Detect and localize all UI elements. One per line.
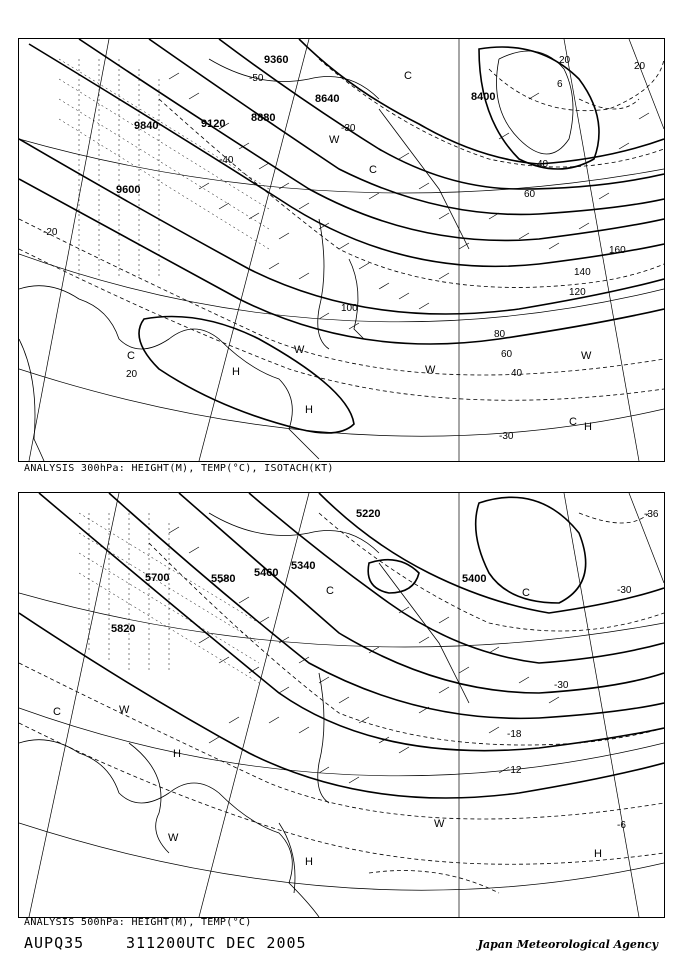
- temp-label: -6: [617, 820, 626, 831]
- center-marker: W: [425, 364, 436, 376]
- map-500hpa-canvas: [19, 493, 664, 917]
- pressure-centers: [127, 70, 592, 433]
- center-marker: C: [127, 350, 135, 362]
- height-labels: [111, 508, 486, 635]
- chart-code: AUPQ35: [24, 934, 85, 952]
- map-300hpa-canvas: [19, 39, 664, 461]
- isotach-label: 20: [559, 55, 571, 66]
- center-marker: C: [522, 587, 530, 599]
- center-marker: W: [294, 344, 305, 356]
- height-label: 9840: [134, 120, 159, 132]
- height-label: 9600: [116, 184, 141, 196]
- center-marker: H: [584, 421, 592, 433]
- height-label: 8640: [315, 93, 340, 105]
- center-marker: H: [305, 856, 313, 868]
- height-label: 5400: [462, 573, 487, 585]
- isotach-label: 160: [609, 245, 626, 256]
- map-500hpa: [18, 492, 665, 918]
- height-label: 9360: [264, 54, 289, 66]
- height-closed-low: [479, 47, 599, 169]
- height-label: 5820: [111, 623, 136, 635]
- isotach-contours: [19, 59, 664, 400]
- valid-time: 311200UTC DEC 2005: [126, 934, 307, 952]
- caption-300hpa: ANALYSIS 300hPa: HEIGHT(M), TEMP(°C), ISOTACH(KT): [24, 463, 334, 474]
- temp-label: -50: [249, 73, 264, 84]
- center-marker: W: [119, 704, 130, 716]
- coastlines: [19, 513, 469, 917]
- grid-lines: [19, 39, 664, 461]
- temp-label: -20: [43, 227, 58, 238]
- height-label: 5220: [356, 508, 381, 520]
- center-marker: W: [168, 832, 179, 844]
- isotach-label: 120: [569, 287, 586, 298]
- temp-contours: [19, 513, 664, 893]
- center-marker: C: [369, 164, 377, 176]
- isotach-closed-20: [139, 317, 354, 434]
- isotach-label: 40: [537, 159, 549, 170]
- height-label: 9120: [201, 118, 226, 130]
- isotach-label: 60: [501, 349, 513, 360]
- height-label: 5340: [291, 560, 316, 572]
- isotach-label: 80: [494, 329, 506, 340]
- center-marker: C: [569, 416, 577, 428]
- grid-lines: [19, 493, 664, 917]
- caption-500hpa: ANALYSIS 500hPa: HEIGHT(M), TEMP(°C): [24, 917, 252, 928]
- temp-label: -30: [341, 123, 356, 134]
- temp-label: 20: [634, 61, 646, 72]
- temp-label: 6: [557, 79, 563, 90]
- center-marker: H: [594, 848, 602, 860]
- isotach-label: 100: [341, 303, 358, 314]
- center-marker: C: [53, 706, 61, 718]
- center-marker: C: [404, 70, 412, 82]
- temp-labels: [507, 509, 659, 831]
- center-marker: H: [305, 404, 313, 416]
- agency-name: Japan Meteorological Agency: [477, 938, 658, 951]
- temp-label: -30: [554, 680, 569, 691]
- center-marker: H: [232, 366, 240, 378]
- temp-label: -18: [507, 729, 522, 740]
- temp-label: -36: [644, 509, 659, 520]
- isotach-label: 60: [524, 189, 536, 200]
- temp-label: -12: [507, 765, 522, 776]
- temp-label: -40: [219, 155, 234, 166]
- map-300hpa: [18, 38, 665, 462]
- center-marker: W: [581, 350, 592, 362]
- height-labels: [116, 54, 495, 196]
- center-marker: W: [329, 134, 340, 146]
- isotach-label: 20: [126, 369, 138, 380]
- height-label: 8400: [471, 91, 496, 103]
- hatch-region: [59, 59, 269, 279]
- isotach-label: 40: [511, 368, 523, 379]
- temp-label: -30: [499, 431, 514, 442]
- center-marker: H: [173, 748, 181, 760]
- height-label: 5460: [254, 567, 279, 579]
- height-label: 5580: [211, 573, 236, 585]
- center-marker: C: [326, 585, 334, 597]
- isotach-label: 140: [574, 267, 591, 278]
- center-marker: W: [434, 818, 445, 830]
- height-label: 5700: [145, 572, 170, 584]
- height-label: 8880: [251, 112, 276, 124]
- temp-label: -30: [617, 585, 632, 596]
